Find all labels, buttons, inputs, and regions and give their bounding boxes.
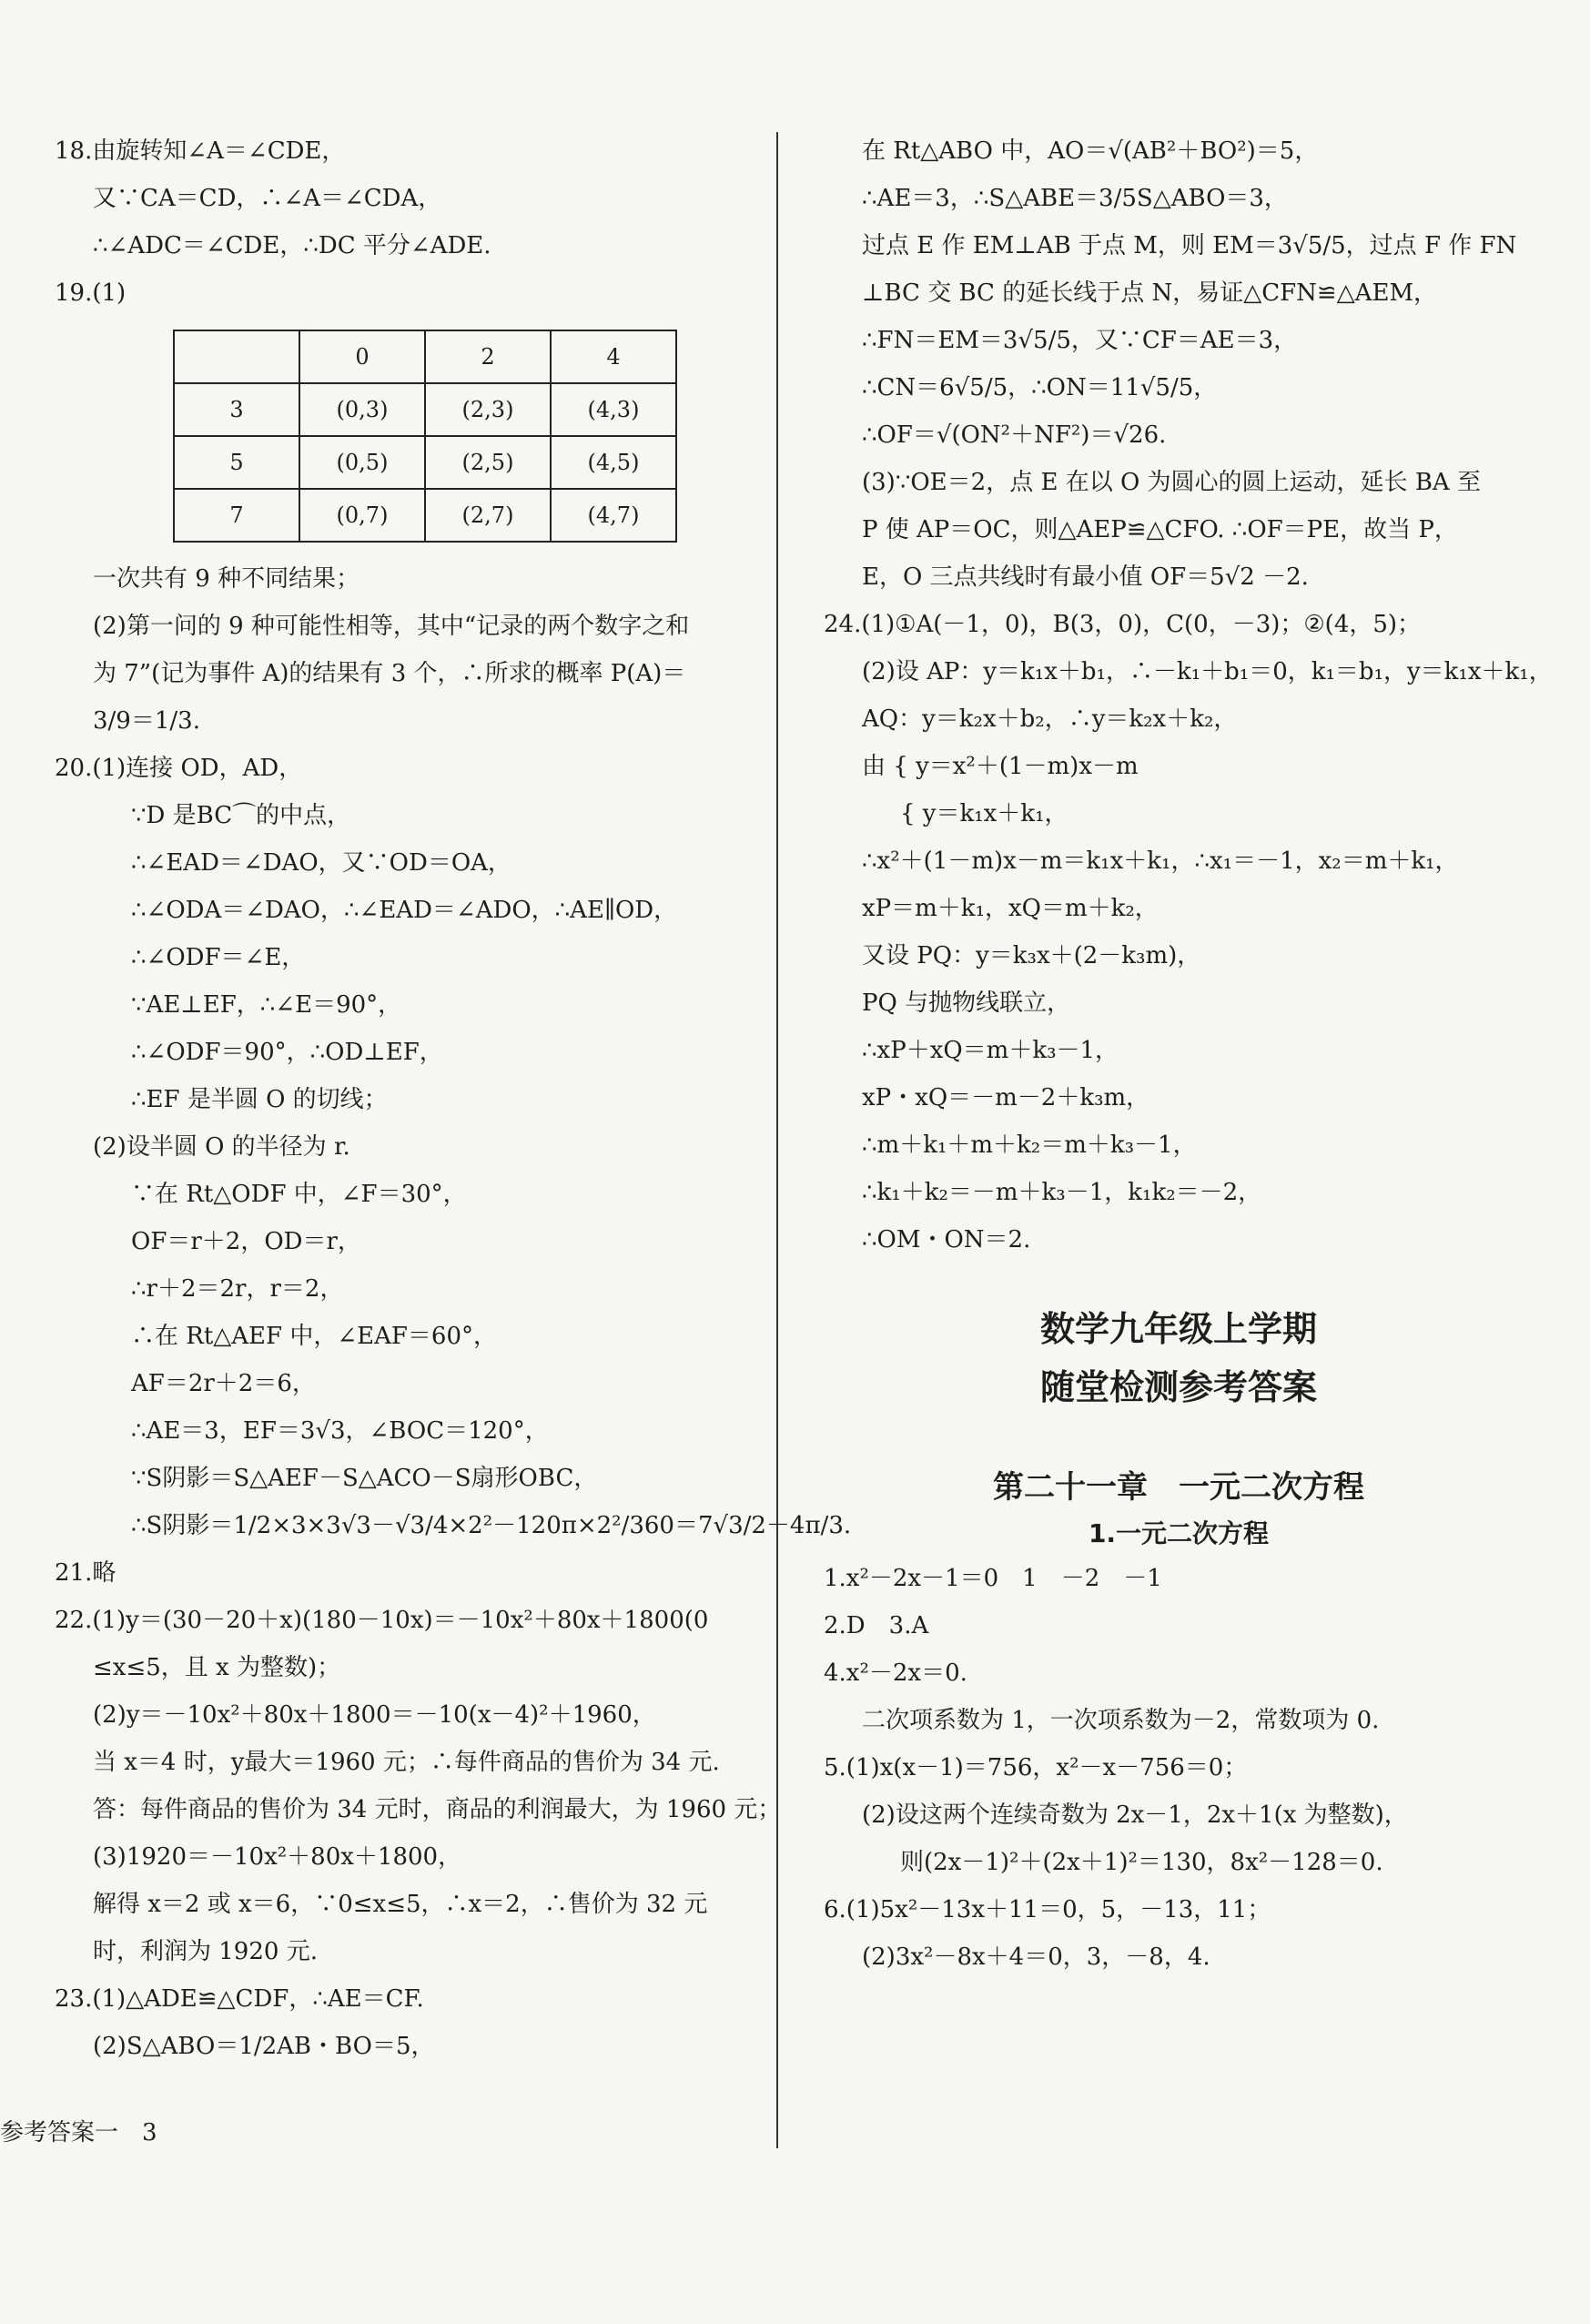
table-cell: (4,5)	[551, 436, 676, 489]
text-line: xP・xQ＝－m－2＋k₃m，	[862, 1084, 1150, 1111]
text-line: 为 7”(记为事件 A)的结果有 3 个，∴所求的概率 P(A)＝	[93, 660, 686, 687]
text-line: E，O 三点共线时有最小值 OF＝5√2 －2.	[862, 563, 1309, 591]
text-line: 18.由旋转知∠A＝∠CDE，	[55, 137, 346, 165]
text-line: ∴S阴影＝1/2×3×3√3－√3/4×2²－120π×2²/360＝7√3/2－4π/3.	[131, 1512, 852, 1539]
text-line: ∵D 是BC⌒的中点，	[131, 802, 351, 829]
text-line: 又∵CA＝CD，∴∠A＝∠CDA，	[93, 185, 442, 212]
text-line: ∵AE⊥EF，∴∠E＝90°，	[131, 991, 402, 1019]
page-footer: 参考答案一 3	[0, 2119, 157, 2146]
text-line: P 使 AP＝OC，则△AEP≌△CFO. ∴OF＝PE，故当 P，	[862, 516, 1458, 543]
text-line: 由 { y＝x²＋(1－m)x－m	[862, 753, 1139, 780]
text-line: 23.(1)△ADE≌△CDF，∴AE＝CF.	[55, 1985, 424, 2013]
text-line: 在 Rt△ABO 中，AO＝√(AB²＋BO²)＝5，	[862, 137, 1319, 165]
table-cell: (0,3)	[299, 383, 425, 436]
table-cell: 7	[174, 489, 299, 542]
text-line: 又设 PQ：y＝k₃x＋(2－k₃m)，	[862, 942, 1201, 969]
table-cell: (4,7)	[551, 489, 676, 542]
text-line: 5.(1)x(x－1)＝756，x²－x－756＝0；	[824, 1754, 1248, 1781]
text-line: ∴AE＝3，∴S△ABE＝3/5S△ABO＝3，	[862, 185, 1288, 212]
text-line: (3)1920＝－10x²＋80x＋1800，	[93, 1843, 462, 1871]
text-line: ∴m＋k₁＋m＋k₂＝m＋k₃－1，	[862, 1132, 1197, 1159]
text-line: 解得 x＝2 或 x＝6，∵0≤x≤5，∴x＝2，∴售价为 32 元	[93, 1891, 708, 1918]
section-title: 数学九年级上学期	[1039, 1309, 1317, 1349]
text-line: ∴r＋2＝2r，r＝2，	[131, 1275, 344, 1303]
text-line: xP＝m＋k₁，xQ＝m＋k₂，	[862, 895, 1159, 922]
text-line: 时，利润为 1920 元.	[93, 1938, 318, 1965]
text-line: OF＝r＋2，OD＝r，	[131, 1228, 361, 1255]
table-row	[174, 383, 676, 436]
text-line: AQ：y＝k₂x＋b₂，∴y＝k₂x＋k₂，	[862, 705, 1238, 733]
table-row	[174, 436, 676, 489]
text-line: AF＝2r＋2＝6，	[131, 1370, 316, 1397]
table-row	[174, 489, 676, 542]
table-cell: 2	[425, 330, 551, 383]
table-cell: (0,5)	[299, 436, 425, 489]
table-cell: (2,5)	[425, 436, 551, 489]
text-line: ⊥BC 交 BC 的延长线于点 N，易证△CFN≌△AEM，	[862, 279, 1438, 307]
text-line: 19.(1)	[55, 279, 127, 307]
text-line: ∴EF 是半圆 O 的切线；	[131, 1086, 388, 1113]
section-title: 随堂检测参考答案	[1039, 1367, 1317, 1407]
text-line: ∴CN＝6√5/5，∴ON＝11√5/5，	[862, 374, 1218, 401]
text-line: ∴FN＝EM＝3√5/5，又∵CF＝AE＝3，	[862, 327, 1298, 354]
text-line: ∴在 Rt△AEF 中，∠EAF＝60°，	[131, 1323, 498, 1350]
table-header-row	[174, 330, 676, 383]
text-line: 当 x＝4 时，y最大＝1960 元；∴每件商品的售价为 34 元.	[93, 1749, 720, 1776]
text-line: 1.x²－2x－1＝0 1 －2 －1	[824, 1565, 1162, 1592]
text-line: 24.(1)①A(－1，0)，B(3，0)，C(0，－3)；②(4，5)；	[824, 611, 1422, 638]
text-line: (2)设半圆 O 的半径为 r.	[93, 1133, 350, 1161]
text-line: (2)y＝－10x²＋80x＋1800＝－10(x－4)²＋1960，	[93, 1701, 656, 1729]
text-line: ∴AE＝3，EF＝3√3，∠BOC＝120°，	[131, 1417, 549, 1445]
text-line: 6.(1)5x²－13x＋11＝0，5，－13，11；	[824, 1896, 1271, 1923]
text-line: ∵S阴影＝S△AEF－S△ACO－S扇形OBC，	[131, 1465, 598, 1492]
text-line: 过点 E 作 EM⊥AB 于点 M，则 EM＝3√5/5，过点 F 作 FN	[862, 232, 1517, 259]
text-line: (2)设这两个连续奇数为 2x－1，2x＋1(x 为整数)，	[862, 1801, 1408, 1829]
text-line: ∴∠ODF＝90°，∴OD⊥EF，	[131, 1039, 443, 1066]
text-line: ∴OF＝√(ON²＋NF²)＝√26.	[862, 421, 1167, 449]
table-cell: (2,3)	[425, 383, 551, 436]
text-line: 2.D 3.A	[824, 1612, 929, 1639]
text-line: ∴xP＋xQ＝m＋k₃－1，	[862, 1037, 1119, 1064]
text-line: ∴k₁＋k₂＝－m＋k₃－1，k₁k₂＝－2，	[862, 1179, 1262, 1206]
table-cell: 3	[174, 383, 299, 436]
table-cell: (0,7)	[299, 489, 425, 542]
text-line: (2)第一问的 9 种可能性相等，其中“记录的两个数字之和	[93, 613, 690, 640]
column-divider	[776, 132, 778, 2148]
text-line: 4.x²－2x＝0.	[824, 1659, 967, 1687]
text-line: (2)3x²－8x＋4＝0，3，－8，4.	[862, 1943, 1210, 1971]
text-line: ∴OM・ON＝2.	[862, 1226, 1031, 1253]
text-line: ∴∠ADC＝∠CDE，∴DC 平分∠ADE.	[93, 232, 491, 259]
text-line: ∴x²＋(1－m)x－m＝k₁x＋k₁，∴x₁＝－1，x₂＝m＋k₁，	[862, 847, 1459, 875]
text-line: 答：每件商品的售价为 34 元时，商品的利润最大，为 1960 元；	[93, 1796, 782, 1823]
left-column	[55, 127, 852, 2070]
text-line: ∴∠ODF＝∠E，	[131, 944, 306, 971]
text-line: { y＝k₁x＋k₁，	[900, 800, 1068, 827]
right-column	[824, 127, 1553, 1981]
text-line: (2)设 AP：y＝k₁x＋b₁，∴－k₁＋b₁＝0，k₁＝b₁，y＝k₁x＋k₁，	[862, 658, 1553, 685]
text-line: (3)∵OE＝2，点 E 在以 O 为圆心的圆上运动，延长 BA 至	[862, 469, 1481, 496]
text-line: (2)S△ABO＝1/2AB・BO＝5，	[93, 2033, 435, 2060]
text-line: ∵在 Rt△ODF 中，∠F＝30°，	[131, 1181, 467, 1208]
table-cell: 5	[174, 436, 299, 489]
table-cell	[174, 330, 299, 383]
table-cell: 4	[551, 330, 676, 383]
text-line: 20.(1)连接 OD，AD，	[55, 755, 303, 782]
text-line: ≤x≤5，且 x 为整数)；	[93, 1654, 341, 1681]
text-line: 3/9＝1/3.	[93, 707, 200, 735]
text-line: 则(2x－1)²＋(2x＋1)²＝130，8x²－128＝0.	[900, 1849, 1383, 1876]
text-line: ∴∠ODA＝∠DAO，∴∠EAD＝∠ADO，∴AE∥OD，	[131, 897, 678, 924]
text-line: 21.略	[55, 1559, 116, 1587]
outcome-table	[173, 330, 677, 543]
text-line: PQ 与抛物线联立，	[862, 989, 1071, 1017]
text-line: 22.(1)y＝(30－20＋x)(180－10x)＝－10x²＋80x＋1800(0	[55, 1607, 709, 1634]
table-cell: 0	[299, 330, 425, 383]
text-line: 二次项系数为 1，一次项系数为－2，常数项为 0.	[862, 1707, 1380, 1734]
chapter-title: 第二十一章 一元二次方程	[993, 1469, 1364, 1506]
text-line: 一次共有 9 种不同结果；	[93, 565, 360, 593]
table-cell: (4,3)	[551, 383, 676, 436]
text-line: ∴∠EAD＝∠DAO，又∵OD＝OA，	[131, 849, 511, 877]
table-cell: (2,7)	[425, 489, 551, 542]
lesson-title: 1.一元二次方程	[1088, 1518, 1270, 1548]
